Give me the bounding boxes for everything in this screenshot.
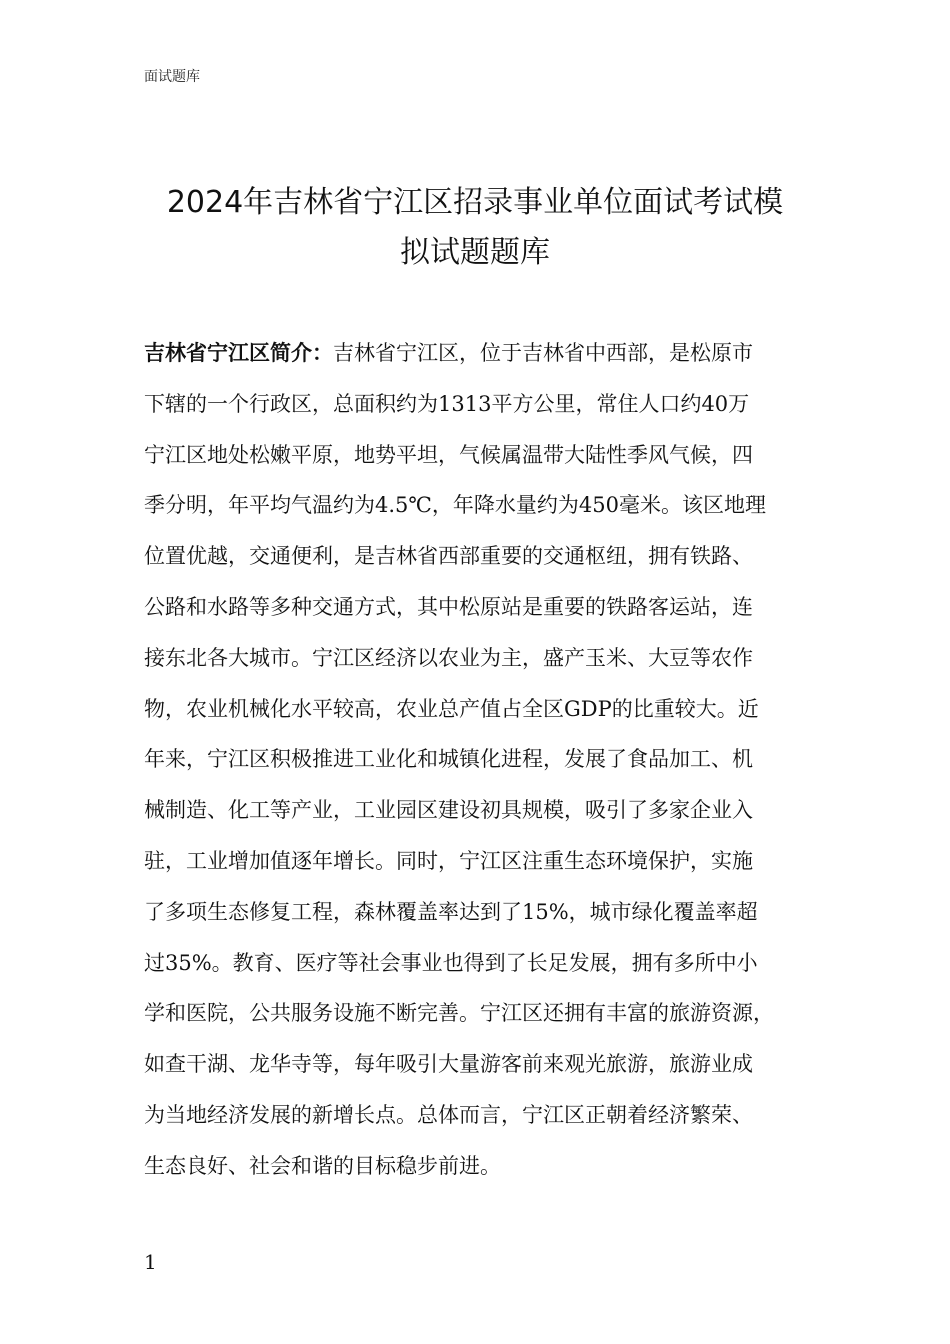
- paragraph-line: 下辖的一个行政区，总面积约为1313平方公里，常住人口约40万: [144, 391, 750, 416]
- document-title: [130, 178, 820, 278]
- paragraph-line: 械制造、化工等产业，工业园区建设初具规模，吸引了多家企业入: [144, 798, 753, 823]
- paragraph-line: 生态良好、社会和谐的目标稳步前进。: [144, 1153, 501, 1178]
- intro-paragraph: [144, 328, 810, 1192]
- paragraph-line: 季分明，年平均气温约为4.5℃，年降水量约为450毫米。该区地理: [144, 493, 766, 518]
- paragraph-line: 过35%。教育、医疗等社会事业也得到了长足发展，拥有多所中小: [144, 950, 758, 975]
- paragraph-line: 宁江区地处松嫩平原，地势平坦，气候属温带大陆性季风气候，四: [144, 442, 753, 467]
- paragraph-line: [144, 328, 810, 379]
- intro-lead: 吉林省宁江区简介：: [144, 341, 333, 365]
- paragraph-line: 物，农业机械化水平较高，农业总产值占全区GDP的比重较大。近: [144, 696, 759, 721]
- page-number: 1: [144, 1250, 157, 1274]
- title-line-1: 2024年吉林省宁江区招录事业单位面试考试模: [166, 185, 784, 220]
- paragraph-line: 接东北各大城市。宁江区经济以农业为主，盛产玉米、大豆等农作: [144, 645, 753, 670]
- paragraph-line: 驻，工业增加值逐年增长。同时，宁江区注重生态环境保护，实施: [144, 848, 753, 873]
- running-header: 面试题库: [144, 69, 200, 85]
- paragraph-line: 了多项生态修复工程，森林覆盖率达到了15%，城市绿化覆盖率超: [144, 899, 758, 924]
- title-line-2: 拟试题题库: [400, 235, 550, 270]
- paragraph-line: 公路和水路等多种交通方式，其中松原站是重要的铁路客运站，连: [144, 594, 753, 619]
- paragraph-line-text: 吉林省宁江区，位于吉林省中西部，是松原市: [333, 341, 753, 365]
- paragraph-line: 如查干湖、龙华寺等，每年吸引大量游客前来观光旅游，旅游业成: [144, 1052, 753, 1077]
- paragraph-line: 年来，宁江区积极推进工业化和城镇化进程，发展了食品加工、机: [144, 747, 753, 772]
- paragraph-line: 位置优越，交通便利，是吉林省西部重要的交通枢纽，拥有铁路、: [144, 544, 753, 569]
- paragraph-line: 学和医院，公共服务设施不断完善。宁江区还拥有丰富的旅游资源，: [144, 1001, 774, 1026]
- paragraph-line: 为当地经济发展的新增长点。总体而言，宁江区正朝着经济繁荣、: [144, 1102, 753, 1127]
